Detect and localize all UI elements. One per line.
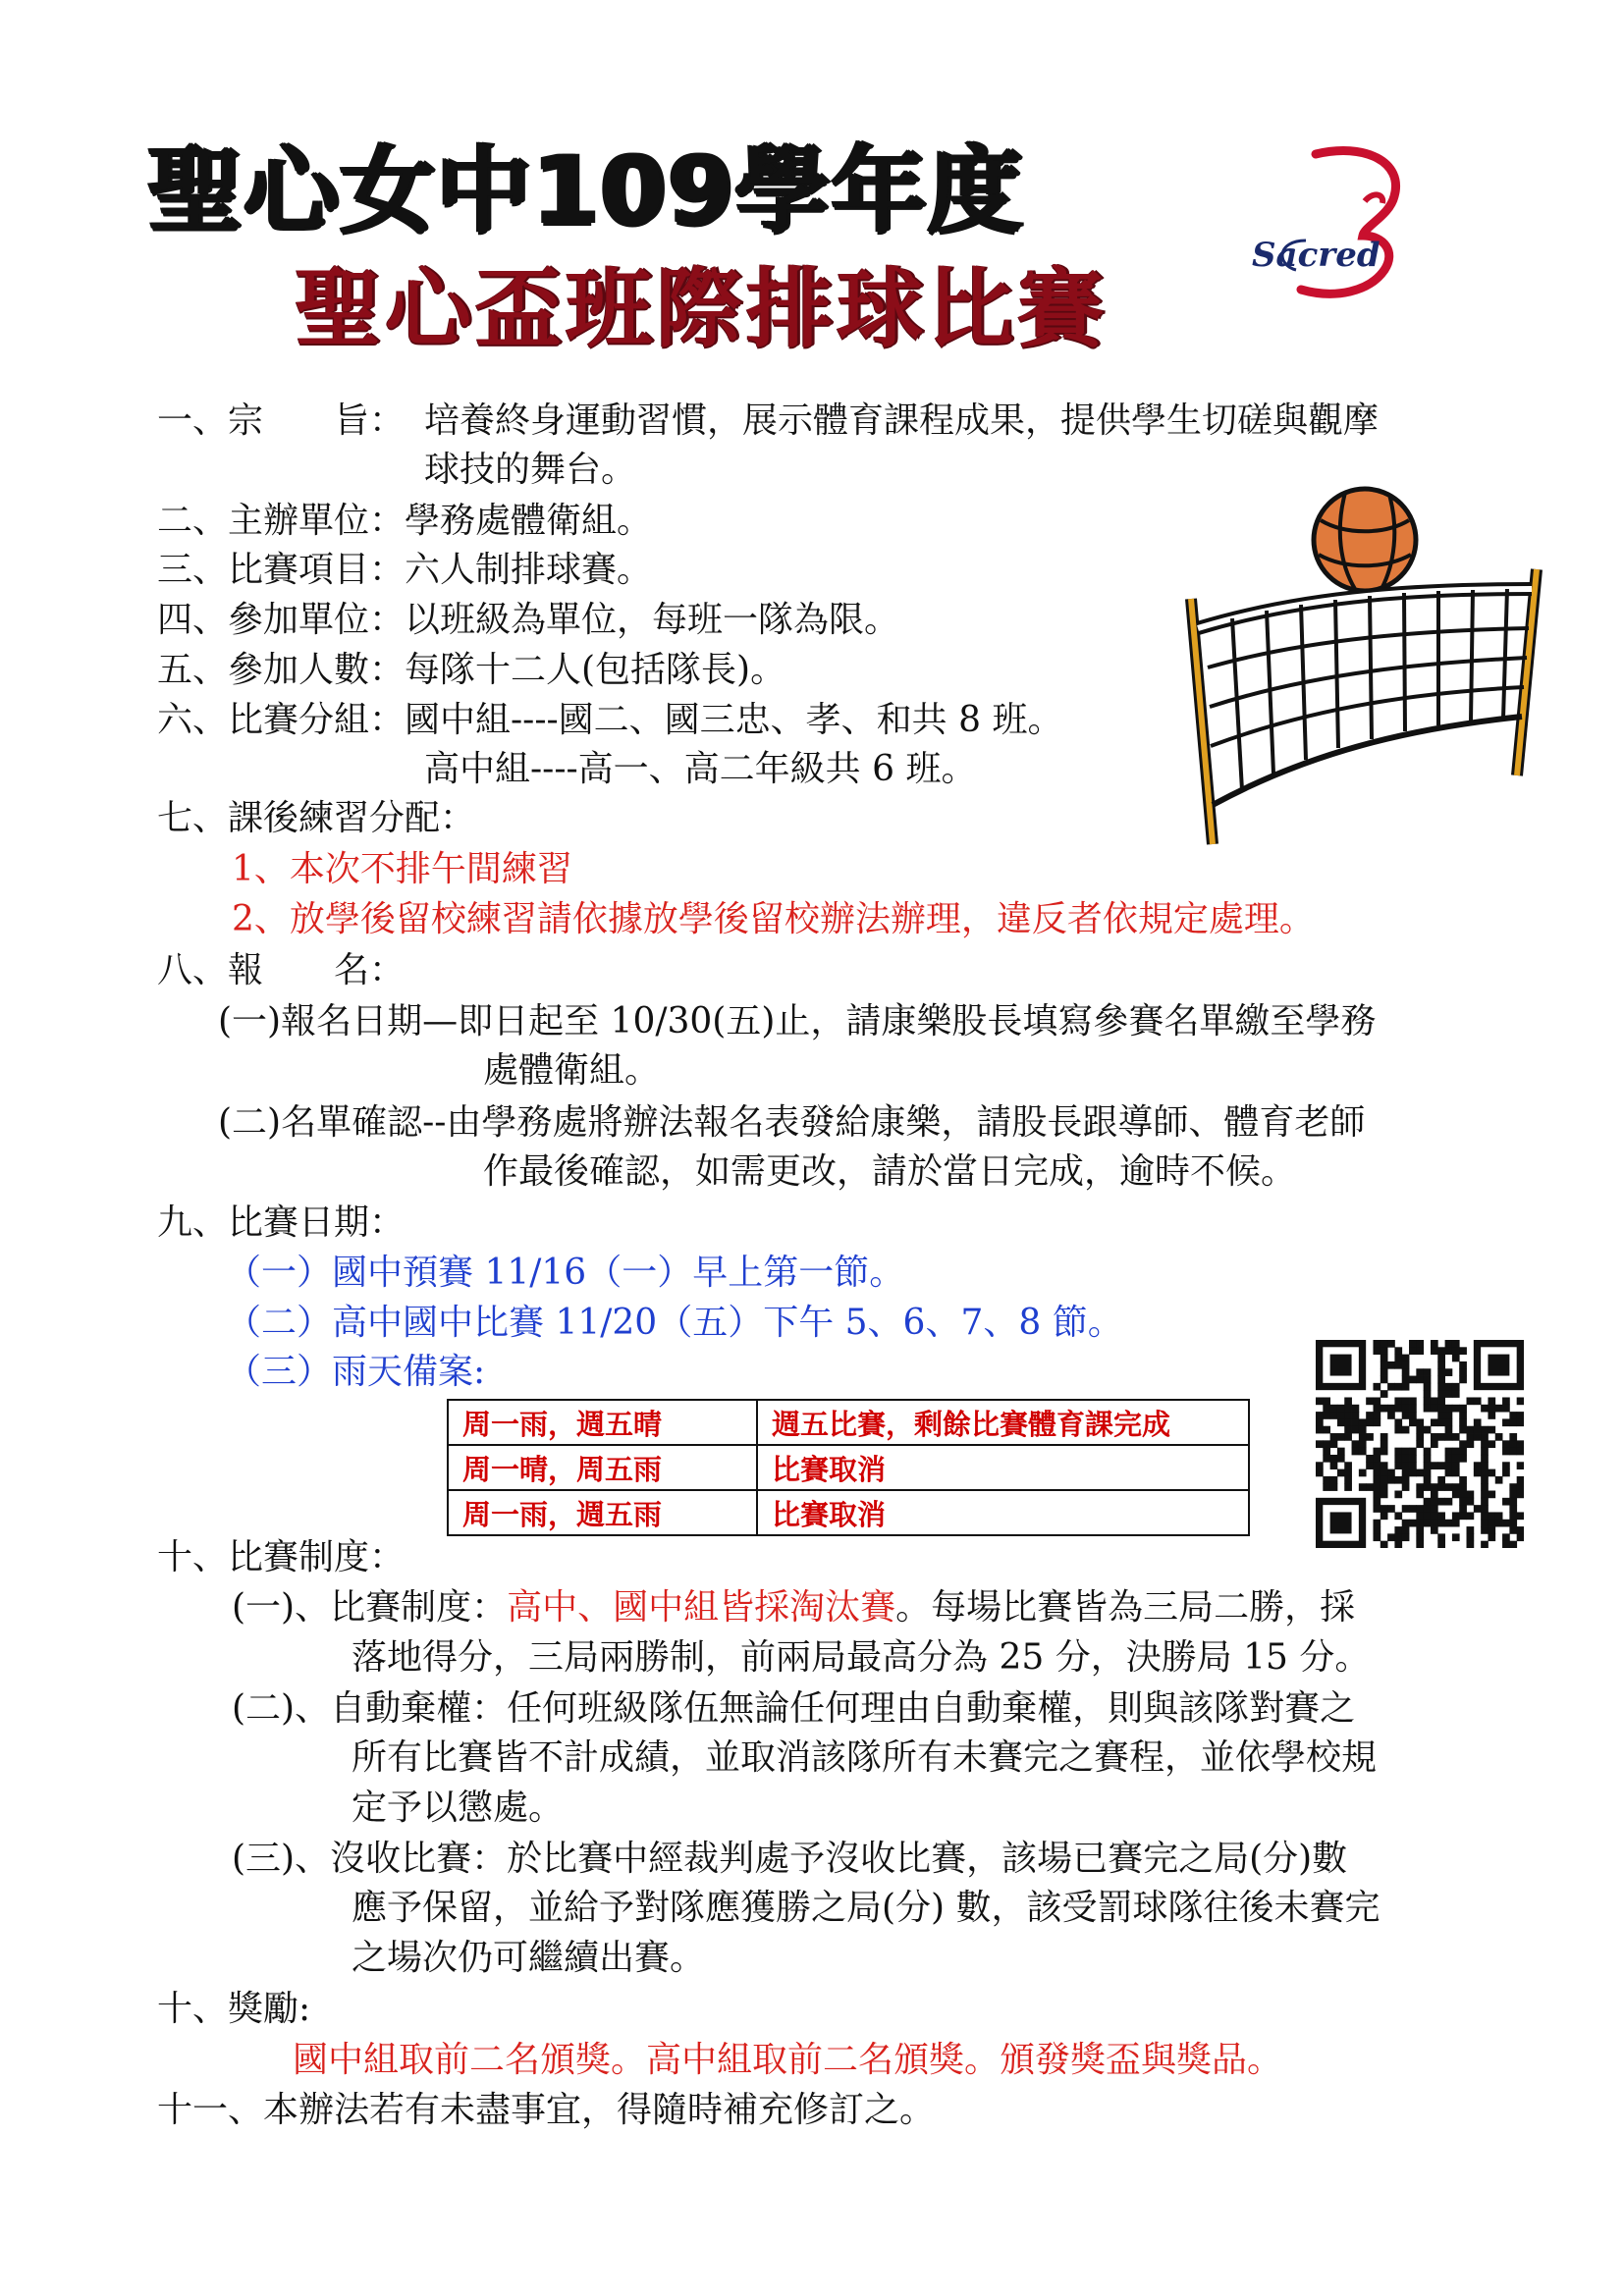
section-format-b-line3: 定予以懲處。 <box>352 1788 565 1828</box>
section-registration-b-line1: (二)名單確認--由學務處將辦法報名表發給康樂，請股長跟導師、體育老師 <box>218 1102 1366 1143</box>
rain-condition-cell: 周一晴，周五雨 <box>448 1445 757 1490</box>
section-purpose-line1: 培養終身運動習慣，展示體育課程成果，提供學生切磋與觀摩 <box>424 400 1380 441</box>
section-practice-title: 七、課後練習分配： <box>157 798 476 838</box>
volleyball-net-icon <box>1173 481 1566 854</box>
section-divisions-line2: 高中組----高一、高二年級共 6 班。 <box>424 749 977 789</box>
section-practice-item2: 2、放學後留校練習請依據放學後留校辦法辦理，違反者依規定處理。 <box>232 899 1315 939</box>
qr-code[interactable] <box>1316 1340 1524 1548</box>
section-divisions-line1: 六、比賽分組：國中組----國二、國三忠、孝、和共 8 班。 <box>157 700 1063 740</box>
rain-condition-cell: 周一雨，週五晴 <box>448 1400 757 1445</box>
qr-code-icon <box>1316 1340 1524 1548</box>
format-a-prefix: (一)、比賽制度： <box>232 1587 508 1628</box>
section-dates-b: （二）高中國中比賽 11/20（五）下午 5、6、7、8 節。 <box>226 1303 1123 1343</box>
section-dates-c: （三）雨天備案: <box>226 1352 486 1392</box>
document-subtitle: 聖心盃班際排球比賽 <box>295 258 1109 359</box>
rain-result-cell: 比賽取消 <box>757 1490 1249 1535</box>
section-format-c-line1: (三)、沒收比賽：於比賽中經裁判處予沒收比賽，該場已賽完之局(分)數 <box>232 1839 1348 1879</box>
section-format-a-line1 <box>232 1584 1355 1631</box>
section-format-b-line2: 所有比賽皆不計成績，並取消該隊所有未賽完之賽程，並依學校規 <box>352 1737 1378 1778</box>
section-participants-unit: 四、參加單位：以班級為單位，每班一隊為限。 <box>157 600 900 640</box>
section-purpose-label: 一、宗 旨： <box>157 400 406 441</box>
section-event: 三、比賽項目：六人制排球賽。 <box>157 550 653 590</box>
section-format-c-line2: 應予保留，並給予對隊應獲勝之局(分) 數，該受罰球隊往後未賽完 <box>352 1888 1380 1928</box>
section-format-c-line3: 之場次仍可繼續出賽。 <box>352 1938 706 1978</box>
section-awards-text: 國中組取前二名頒獎。高中組取前二名頒獎。頒發獎盃與獎品。 <box>293 2040 1283 2080</box>
section-registration-title: 八、報 名： <box>157 950 406 990</box>
section-format-title: 十、比賽制度： <box>157 1537 406 1577</box>
section-purpose-line2: 球技的舞台。 <box>424 450 637 490</box>
section-format-b-line1: (二)、自動棄權：任何班級隊伍無論任何理由自動棄權，則與該隊對賽之 <box>232 1688 1356 1729</box>
volleyball-net-illustration <box>1173 481 1566 854</box>
section-format-a-line2: 落地得分，三局兩勝制，前兩局最高分為 25 分，決勝局 15 分。 <box>352 1637 1371 1678</box>
section-organizer: 二、主辦單位：學務處體衛組。 <box>157 501 653 541</box>
sacred-heart-logo-icon <box>1247 142 1414 304</box>
section-registration-a-line1: (一)報名日期—即日起至 10/30(五)止，請康樂股長填寫參賽名單繳至學務 <box>218 1001 1377 1041</box>
section-practice-item1: 1、本次不排午間練習 <box>232 849 572 889</box>
logo-text: Sacred <box>1252 236 1380 275</box>
rain-plan-table <box>447 1399 1250 1536</box>
section-registration-a-line2: 處體衛組。 <box>483 1050 661 1091</box>
section-team-size: 五、參加人數：每隊十二人(包括隊長)。 <box>157 650 786 690</box>
table-row <box>448 1400 1249 1445</box>
section-registration-b-line2: 作最後確認，如需更改，請於當日完成，逾時不候。 <box>483 1151 1297 1192</box>
table-row <box>448 1490 1249 1535</box>
table-row <box>448 1445 1249 1490</box>
document-title: 聖心女中109學年度 <box>147 135 1024 245</box>
rain-result-cell: 週五比賽，剩餘比賽體育課完成 <box>757 1400 1249 1445</box>
format-a-highlight: 高中、國中組皆採淘汰賽 <box>507 1587 896 1628</box>
rain-condition-cell: 周一雨，週五雨 <box>448 1490 757 1535</box>
section-awards-title: 十、獎勵: <box>157 1989 311 2029</box>
section-supplement: 十一、本辦法若有未盡事宜，得隨時補充修訂之。 <box>157 2090 936 2130</box>
section-dates-a: （一）國中預賽 11/16（一）早上第一節。 <box>226 1253 905 1293</box>
format-a-rest: 。每場比賽皆為三局二勝，採 <box>895 1587 1356 1628</box>
section-dates-title: 九、比賽日期： <box>157 1202 406 1243</box>
rain-result-cell: 比賽取消 <box>757 1445 1249 1490</box>
school-logo <box>1247 142 1414 304</box>
